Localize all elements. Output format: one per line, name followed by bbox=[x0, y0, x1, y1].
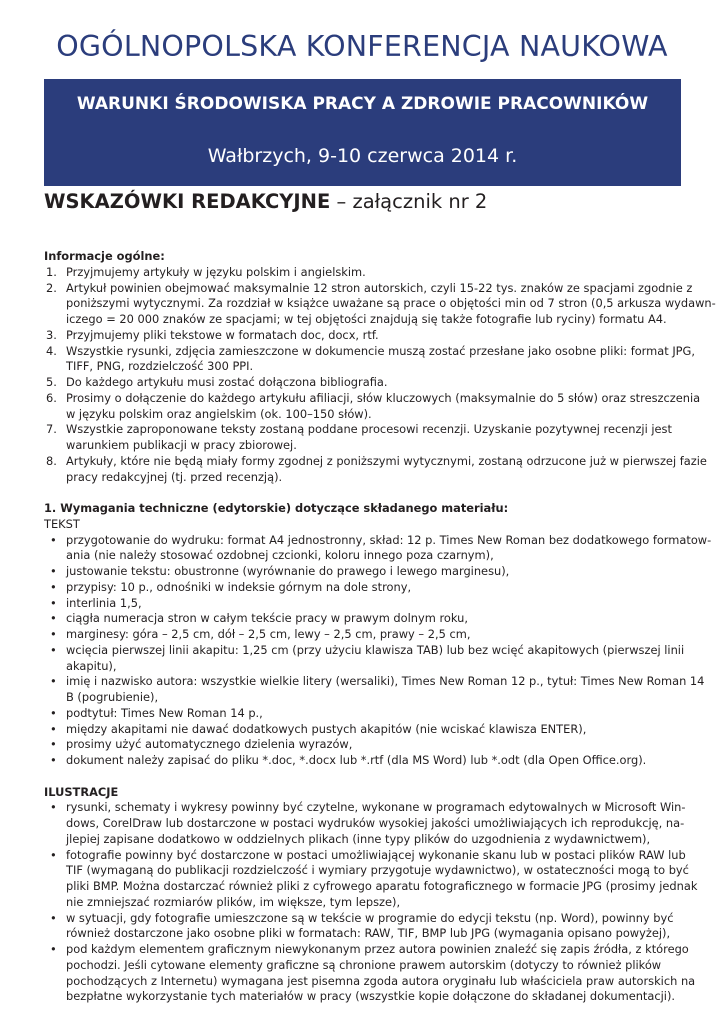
technical-requirement-item bbox=[44, 753, 694, 769]
general-info-item bbox=[44, 390, 701, 423]
technical-requirements-list bbox=[44, 532, 712, 769]
list-item-text bbox=[66, 344, 695, 376]
list-item-line: ciągła numeracja stron w całym tekście pracy w prawym dolnym roku, bbox=[66, 611, 468, 626]
bullet-icon: • bbox=[50, 627, 57, 641]
bullet-icon: • bbox=[50, 642, 57, 657]
list-item-text bbox=[66, 564, 694, 580]
list-number: 6. bbox=[46, 390, 57, 405]
list-item-line: Artykuł powinien obejmować maksymalnie 12 stron autorskich, czyli 15-22 tys. znaków ze spacjami zgodnie z bbox=[66, 280, 693, 295]
list-item-text bbox=[66, 800, 694, 847]
technical-requirement-item bbox=[44, 532, 712, 565]
bullet-icon: • bbox=[50, 721, 57, 736]
list-item-line: pracy redakcyjnej (tj. przed recenzją). bbox=[66, 469, 283, 484]
general-info-list bbox=[44, 264, 716, 486]
technical-requirement-item bbox=[44, 627, 694, 643]
list-item-line: iczego = 20 000 znaków ze spacjami; w tej objętości znajdują się także fotografie lub ryciny) formatu A4. bbox=[66, 312, 667, 326]
list-item-text bbox=[66, 722, 694, 738]
list-item-line: nie zmniejszać rozmiarów plików, im większe, tym lepsze), bbox=[66, 894, 401, 909]
bullet-icon: • bbox=[50, 564, 57, 578]
illustrations-title: ILUSTRACJE bbox=[44, 784, 119, 799]
list-item-line: dows, CorelDraw lub dostarczone w postaci wydruków wysokiej jakości umożliwiających ich reprodukcję, na- bbox=[66, 816, 685, 830]
list-item-text bbox=[66, 391, 700, 423]
technical-requirement-item bbox=[44, 564, 694, 580]
list-item-line: przypisy: 10 p., odnośniki w indeksie górnym na dole strony, bbox=[66, 579, 412, 594]
list-item-line: ania (nie należy stosować ozdobnej czcionki, koloru innego poza czarnym), bbox=[66, 548, 494, 563]
list-item-line: pochodzących z Internetu) wymagana jest pisemna zgoda autora oryginału lub właściciela praw autorskich na bbox=[66, 973, 696, 988]
list-item-text bbox=[66, 942, 695, 1005]
list-item-line: imię i nazwisko autora: wszystkie wielkie litery (wersaliki), Times New Roman 12 p., tytuł: Times New Roman 14 bbox=[66, 674, 705, 689]
bullet-icon: • bbox=[50, 942, 57, 956]
illustration-requirement-item bbox=[44, 942, 694, 1005]
technical-requirement-item bbox=[44, 737, 694, 753]
general-info-item bbox=[44, 265, 694, 281]
list-item-line: rysunki, schematy i wykresy powinny być czytelne, wykonane w programach edytowalnych w Microsoft Win- bbox=[66, 800, 686, 815]
list-item-text bbox=[66, 533, 711, 565]
conference-banner bbox=[44, 79, 681, 186]
list-item-line: w sytuacji, gdy fotografie umieszczone są w tekście w programie do edycji tekstu (np. Word), powinny być bbox=[66, 910, 674, 925]
list-number: 4. bbox=[46, 343, 57, 358]
list-item-line: akapitu), bbox=[66, 658, 117, 673]
list-item-text bbox=[66, 328, 694, 344]
list-item-text bbox=[66, 580, 694, 596]
list-item-line: Wszystkie rysunki, zdjęcia zamieszczone w dokumencie muszą zostać przesłane jako osobne pliki: format JPG, bbox=[66, 343, 695, 358]
document-body bbox=[44, 249, 716, 1005]
bullet-icon: • bbox=[50, 753, 57, 767]
bullet-icon: • bbox=[50, 800, 57, 815]
text-subheading: TEKST bbox=[44, 516, 80, 531]
list-item-line: między akapitami nie dawać dodatkowych pustych akapitów (nie wciskać klawisza ENTER), bbox=[66, 721, 587, 736]
technical-requirement-item bbox=[44, 580, 694, 596]
list-item-line: TIFF, PNG, rozdzielczość 300 PPI. bbox=[66, 359, 254, 374]
illustration-requirement-item bbox=[44, 847, 698, 911]
bullet-icon: • bbox=[50, 737, 57, 752]
list-number: 8. bbox=[46, 453, 57, 468]
list-item-text bbox=[66, 706, 694, 722]
illustration-requirement-item bbox=[44, 800, 694, 847]
list-item-text bbox=[66, 422, 694, 454]
list-item-line: Przyjmujemy pliki tekstowe w formatach doc, docx, rtf. bbox=[66, 327, 379, 342]
list-item-text bbox=[66, 737, 694, 753]
general-info-item bbox=[44, 344, 694, 376]
technical-requirement-item bbox=[44, 596, 694, 612]
technical-requirement-item bbox=[44, 706, 694, 722]
list-item-text bbox=[66, 611, 694, 627]
list-item-text bbox=[66, 627, 694, 643]
technical-requirement-item bbox=[44, 643, 694, 675]
list-item-line: podtytuł: Times New Roman 14 p., bbox=[66, 705, 263, 720]
bullet-icon: • bbox=[50, 910, 57, 925]
technical-requirement-item bbox=[44, 674, 705, 706]
general-info-item bbox=[44, 375, 694, 391]
list-item-text bbox=[66, 753, 694, 769]
bullet-icon: • bbox=[50, 705, 57, 720]
list-item-line: jlepiej zapisane dodatkowo w oddzielnych plikach (inne typy plików do uzgodnienia z wydawnictwem), bbox=[66, 831, 651, 846]
technical-requirement-item bbox=[44, 611, 694, 627]
list-number: 5. bbox=[46, 375, 57, 389]
conference-place-date: Wałbrzych, 9-10 czerwca 2014 r. bbox=[207, 145, 518, 167]
document-heading bbox=[44, 190, 487, 213]
general-info-item bbox=[44, 328, 694, 344]
list-item-line: również dostarczone jako osobne pliki w formatach: RAW, TIF, BMP lub JPG (wymagania opisano powyżej), bbox=[66, 926, 671, 941]
list-item-text bbox=[66, 265, 694, 281]
list-item-line: interlinia 1,5, bbox=[66, 595, 142, 610]
technical-requirements-title: 1. Wymagania techniczne (edytorskie) dotyczące składanego materiału: bbox=[44, 501, 509, 515]
list-item-text bbox=[66, 454, 707, 486]
bullet-icon: • bbox=[50, 674, 57, 689]
bullet-icon: • bbox=[50, 579, 57, 594]
list-item-text bbox=[66, 674, 704, 706]
document-heading-rest: – załącznik nr 2 bbox=[330, 190, 488, 213]
conference-subtitle: WARUNKI ŚRODOWISKA PRACY A ZDROWIE PRACOWNIKÓW bbox=[76, 94, 649, 114]
illustrations-list bbox=[44, 800, 698, 1005]
list-item-line: TIF (wymaganą do publikacji rozdzielczość i wymiary przygotuje wydawnictwo), w ostateczności mogą to być bbox=[66, 863, 689, 878]
list-item-line: prosimy użyć automatycznego dzielenia wyrazów, bbox=[66, 737, 353, 752]
technical-requirement-item bbox=[44, 722, 694, 738]
list-item-line: bezpłatne wykorzystanie tych materiałów w pracy (wszystkie kopie dołączone do składanej dokumentacji). bbox=[66, 989, 676, 1004]
list-item-line: justowanie tekstu: obustronne (wyrównanie do prawego i lewego marginesu), bbox=[66, 564, 510, 578]
list-item-line: w języku polskim oraz angielskim (ok. 100–150 słów). bbox=[66, 406, 372, 421]
document-heading-bold: WSKAZÓWKI REDAKCYJNE bbox=[44, 190, 331, 213]
list-item-text bbox=[66, 643, 694, 675]
list-item-text bbox=[66, 911, 694, 943]
conference-title: OGÓLNOPOLSKA KONFERENCJA NAUKOWA bbox=[56, 30, 668, 63]
list-item-line: pliki BMP. Można dostarczać również pliki z cyfrowego aparatu fotograficznego w formacie JPG (prosimy jednak bbox=[66, 879, 698, 893]
list-item-line: marginesy: góra – 2,5 cm, dół – 2,5 cm, lewy – 2,5 cm, prawy – 2,5 cm, bbox=[66, 627, 471, 641]
general-info-title: Informacje ogólne: bbox=[44, 249, 165, 263]
bullet-icon: • bbox=[50, 611, 57, 626]
list-item-line: Prosimy o dołączenie do każdego artykułu afiliacji, słów kluczowych (maksymalnie do 5 słów) oraz streszczenia bbox=[66, 390, 701, 405]
list-number: 2. bbox=[46, 280, 57, 295]
general-info-item bbox=[44, 422, 694, 454]
list-item-text bbox=[66, 596, 694, 612]
list-item-line: pochodzi. Jeśli cytowane elementy graficzne są chronione prawem autorskim (dotyczy to również plików bbox=[66, 957, 662, 972]
bullet-icon: • bbox=[50, 532, 57, 547]
general-info-item bbox=[44, 280, 716, 328]
list-number: 1. bbox=[46, 264, 57, 279]
list-item-line: poniższymi wytycznymi. Za rozdział w książce uważane są prace o objętości min od 7 stron (0,5 arkusza wydawn- bbox=[66, 296, 716, 311]
general-info-item bbox=[44, 453, 707, 486]
list-item-line: Wszystkie zaproponowane teksty zostaną poddane procesowi recenzji. Uzyskanie pozytywnej recenzji jest bbox=[66, 422, 672, 437]
list-item-line: B (pogrubienie), bbox=[66, 690, 159, 704]
list-item-line: Artykuły, które nie będą miały formy zgodnej z poniższymi wytycznymi, zostaną odrzucone już w pierwszej fazie bbox=[66, 453, 707, 468]
list-item-text bbox=[66, 848, 697, 911]
list-number: 7. bbox=[46, 422, 57, 437]
list-item-line: Przyjmujemy artykuły w języku polskim i angielskim. bbox=[66, 264, 366, 279]
list-item-line: warunkiem publikacji w pracy zbiorowej. bbox=[66, 438, 297, 452]
list-item-line: wcięcia pierwszej linii akapitu: 1,25 cm (przy użyciu klawisza TAB) lub bez wcięć akapitowych (pierwszej linii bbox=[66, 642, 685, 657]
list-item-line: Do każdego artykułu musi zostać dołączona bibliografia. bbox=[66, 375, 388, 389]
bullet-icon: • bbox=[50, 847, 57, 862]
list-number: 3. bbox=[46, 327, 57, 342]
illustration-requirement-item bbox=[44, 911, 694, 943]
bullet-icon: • bbox=[50, 595, 57, 610]
list-item-text bbox=[66, 375, 694, 391]
list-item-line: dokument należy zapisać do pliku *.doc, *.docx lub *.rtf (dla MS Word) lub *.odt (dla Open Office.org). bbox=[66, 753, 647, 767]
list-item-line: fotografie powinny być dostarczone w postaci umożliwiającej wykonanie skanu lub w postaci plików RAW lub bbox=[66, 847, 686, 862]
list-item-line: przygotowanie do wydruku: format A4 jednostronny, skład: 12 p. Times New Roman bez dodatkowego formatow- bbox=[66, 532, 712, 547]
list-item-line: pod każdym elementem graficznym niewykonanym przez autora powinien znaleźć się zapis źródła, z którego bbox=[66, 942, 689, 956]
list-item-text bbox=[66, 281, 716, 328]
